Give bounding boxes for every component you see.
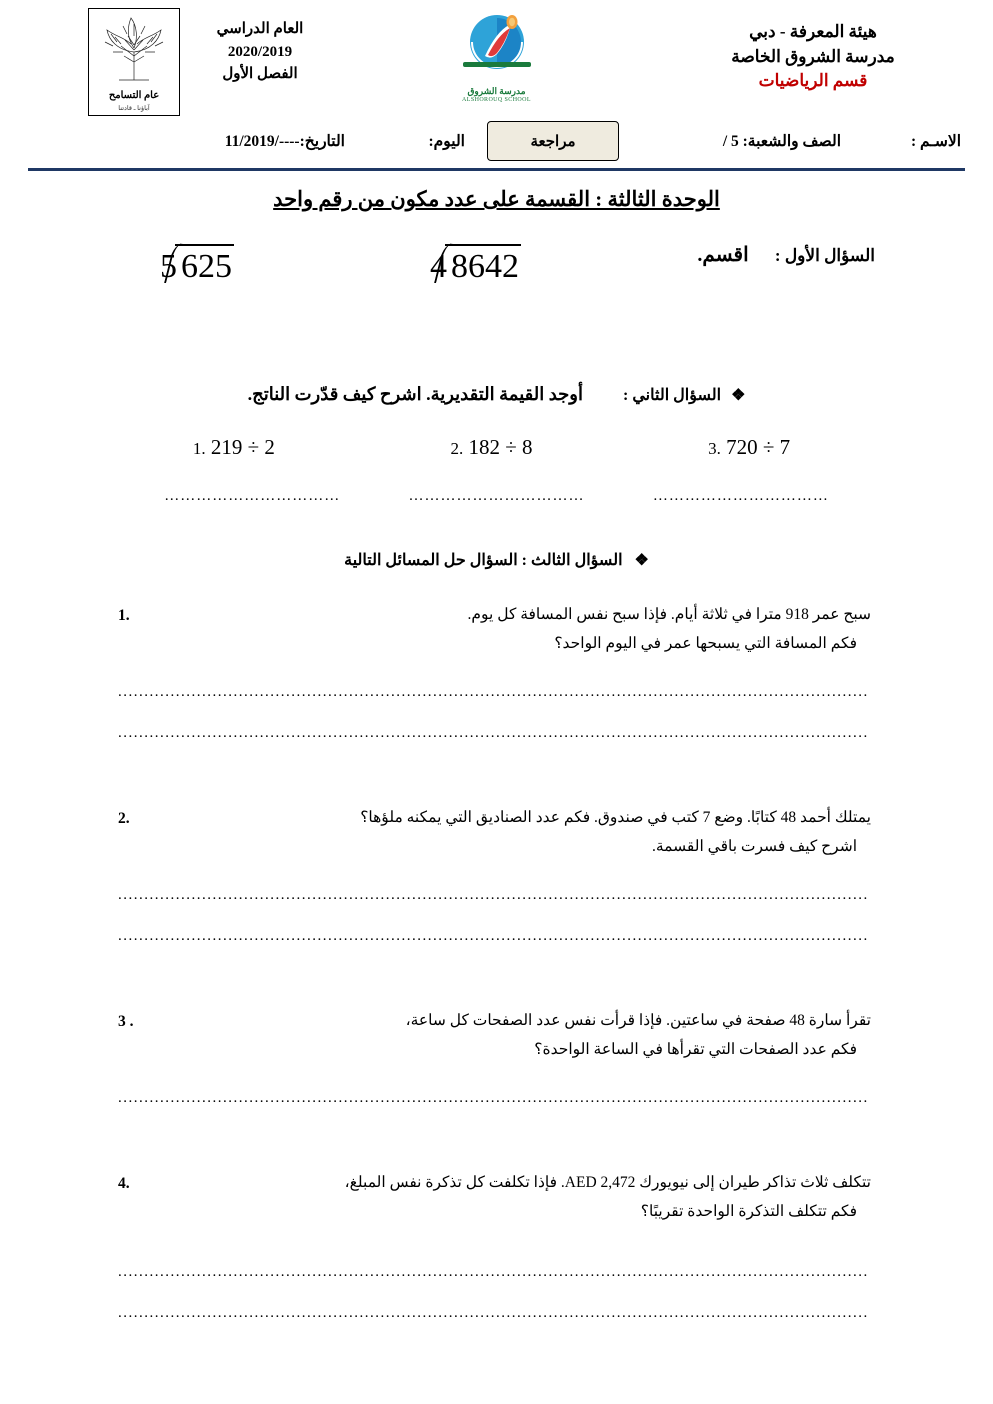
question-2-label: السؤال الثاني : bbox=[623, 387, 722, 404]
day-field[interactable]: اليوم: bbox=[428, 132, 465, 150]
word-problem-2-answers bbox=[0, 882, 993, 950]
word-problem-1-line2: فكم المسافة التي يسبحها عمر في اليوم الواحد؟ bbox=[554, 635, 857, 653]
bullet-icon-2: ❖ bbox=[634, 552, 649, 569]
divisor-1: 4 bbox=[430, 248, 447, 285]
school-logo bbox=[438, 12, 556, 108]
tolerance-year-logo bbox=[88, 8, 180, 116]
student-name-field[interactable]: الاسـم : bbox=[910, 132, 961, 150]
department-name: قسم الرياضيات bbox=[758, 71, 868, 91]
answer-line[interactable]: ............................................................................................................................................... bbox=[118, 1089, 869, 1106]
academic-year-value: 2020/2019 bbox=[227, 43, 293, 60]
question-2-header bbox=[0, 384, 993, 405]
academic-year-label: العام الدراسي bbox=[216, 21, 304, 37]
answer-line[interactable]: ............................................................................................................................................... bbox=[118, 927, 869, 944]
school-name: مدرسة الشروق الخاصة bbox=[731, 46, 895, 66]
tolerance-title: عام التسامح bbox=[108, 90, 160, 101]
question-1-number: السؤال الأول : bbox=[774, 246, 875, 265]
question-1-label bbox=[697, 242, 875, 267]
logo-text bbox=[441, 87, 553, 104]
word-problem-2 bbox=[0, 803, 993, 862]
term-label: الفصل الأول bbox=[222, 66, 298, 82]
divisor-2: 5 bbox=[160, 248, 177, 285]
estimate-number-3: .3 bbox=[708, 439, 721, 458]
question-2-prompt: أوجد القيمة التقديرية. اشرح كيف قدّرت الناتج. bbox=[247, 384, 583, 404]
question-2-answer-lines bbox=[0, 488, 993, 505]
long-division-problem-1 bbox=[430, 244, 521, 286]
answer-dots-2[interactable]: …………………………… bbox=[408, 488, 585, 504]
answer-dots-1[interactable]: …………………………… bbox=[164, 488, 341, 504]
dividend-2: 625 bbox=[175, 244, 234, 286]
student-info-row bbox=[0, 118, 993, 164]
estimate-expression-1: 219 ÷ 2 bbox=[210, 435, 275, 459]
estimate-expression-3: 720 ÷ 7 bbox=[726, 435, 791, 459]
tolerance-subtitle: آباؤنا ـ قادتنا bbox=[118, 105, 150, 112]
answer-line[interactable]: ............................................................................................................................................... bbox=[118, 683, 869, 700]
estimate-item-1 bbox=[193, 435, 285, 460]
word-problem-3-line1: تقرأ سارة 48 صفحة في ساعتين. فإذا قرأت نفس عدد الصفحات كل ساعة، bbox=[405, 1011, 871, 1029]
word-problem-2-line1: يمتلك أحمد 48 كتابًا. وضع 7 كتب في صندوق. فكم عدد الصناديق التي يمكنه ملؤها؟ bbox=[360, 808, 871, 826]
word-problem-3 bbox=[0, 1006, 993, 1065]
answer-line[interactable]: ............................................................................................................................................... bbox=[118, 886, 869, 903]
word-problem-3-text bbox=[148, 1006, 875, 1065]
page-title: الوحدة الثالثة : القسمة على عدد مكون من رقم واحد bbox=[273, 187, 720, 211]
estimate-item-3 bbox=[708, 435, 800, 460]
ghaf-tree-icon bbox=[97, 12, 171, 84]
word-problem-2-line2: اشرح كيف فسرت باقي القسمة. bbox=[651, 838, 857, 856]
word-problem-1 bbox=[0, 600, 993, 659]
word-problem-3-line2: فكم عدد الصفحات التي تقرأها في الساعة الواحدة؟ bbox=[534, 1041, 857, 1059]
school-identity bbox=[663, 8, 963, 94]
word-problem-1-answers bbox=[0, 679, 993, 747]
authority-name: هيئة المعرفة - دبي bbox=[749, 22, 877, 41]
bullet-icon: ❖ bbox=[731, 387, 746, 404]
question-2-items bbox=[0, 435, 993, 460]
document-header bbox=[0, 0, 993, 118]
word-problem-1-line1: سبح عمر 918 مترا في ثلاثة أيام. فإذا سبح نفس المسافة كل يوم. bbox=[467, 606, 871, 623]
answer-line[interactable]: ............................................................................................................................................... bbox=[118, 724, 869, 741]
word-problem-4-text bbox=[148, 1168, 875, 1227]
long-division-problem-2 bbox=[160, 244, 234, 286]
word-problem-4-line1: تتكلف ثلاث تذاكر طيران إلى نيويورك AED 2,472. فإذا تكلفت كل تذكرة نفس المبلغ، bbox=[344, 1173, 871, 1191]
school-logo-area bbox=[330, 8, 663, 108]
estimate-item-2 bbox=[451, 435, 543, 460]
estimate-number-2: .2 bbox=[450, 439, 464, 458]
academic-year-block bbox=[190, 8, 330, 86]
date-field[interactable]: التاريخ:----/11/2019 bbox=[224, 132, 345, 150]
answer-line[interactable]: ............................................................................................................................................... bbox=[118, 1304, 869, 1321]
word-problem-4-line2: فكم تتكلف التذكرة الواحدة تقريبًا؟ bbox=[640, 1203, 857, 1221]
word-problem-2-text bbox=[148, 803, 875, 862]
school-emblem-icon bbox=[455, 12, 539, 74]
year-and-tolerance bbox=[30, 8, 330, 116]
word-problem-1-index: 1. bbox=[118, 607, 130, 624]
answer-line[interactable]: ............................................................................................................................................... bbox=[118, 1263, 869, 1280]
logo-english-name: ALSHOROUQ SCHOOL bbox=[462, 96, 531, 103]
question-1 bbox=[0, 234, 993, 354]
question-3-label: السؤال الثالث : السؤال حل المسائل التالية bbox=[344, 552, 623, 569]
word-problem-4-answers bbox=[0, 1259, 993, 1327]
logo-arabic-name: مدرسة الشروق bbox=[467, 85, 526, 96]
estimate-expression-2: 182 ÷ 8 bbox=[468, 435, 533, 459]
word-problem-3-index: 3 . bbox=[118, 1012, 134, 1030]
review-badge: مراجعة bbox=[487, 121, 619, 161]
question-3-header bbox=[0, 550, 993, 570]
word-problem-1-text bbox=[148, 600, 875, 659]
word-problem-3-answers bbox=[0, 1085, 993, 1112]
word-problem-4 bbox=[0, 1168, 993, 1227]
word-problem-4-index: 4. bbox=[118, 1174, 130, 1192]
question-1-instruction: اقسم. bbox=[697, 244, 749, 266]
dividend-1: 8642 bbox=[445, 244, 521, 286]
grade-section-field[interactable]: الصف والشعبة: 5 / bbox=[722, 132, 841, 150]
estimate-number-1: .1 bbox=[192, 439, 206, 458]
header-divider bbox=[28, 168, 965, 171]
word-problem-2-index: 2. bbox=[118, 809, 130, 827]
answer-dots-3[interactable]: …………………………… bbox=[652, 488, 829, 504]
